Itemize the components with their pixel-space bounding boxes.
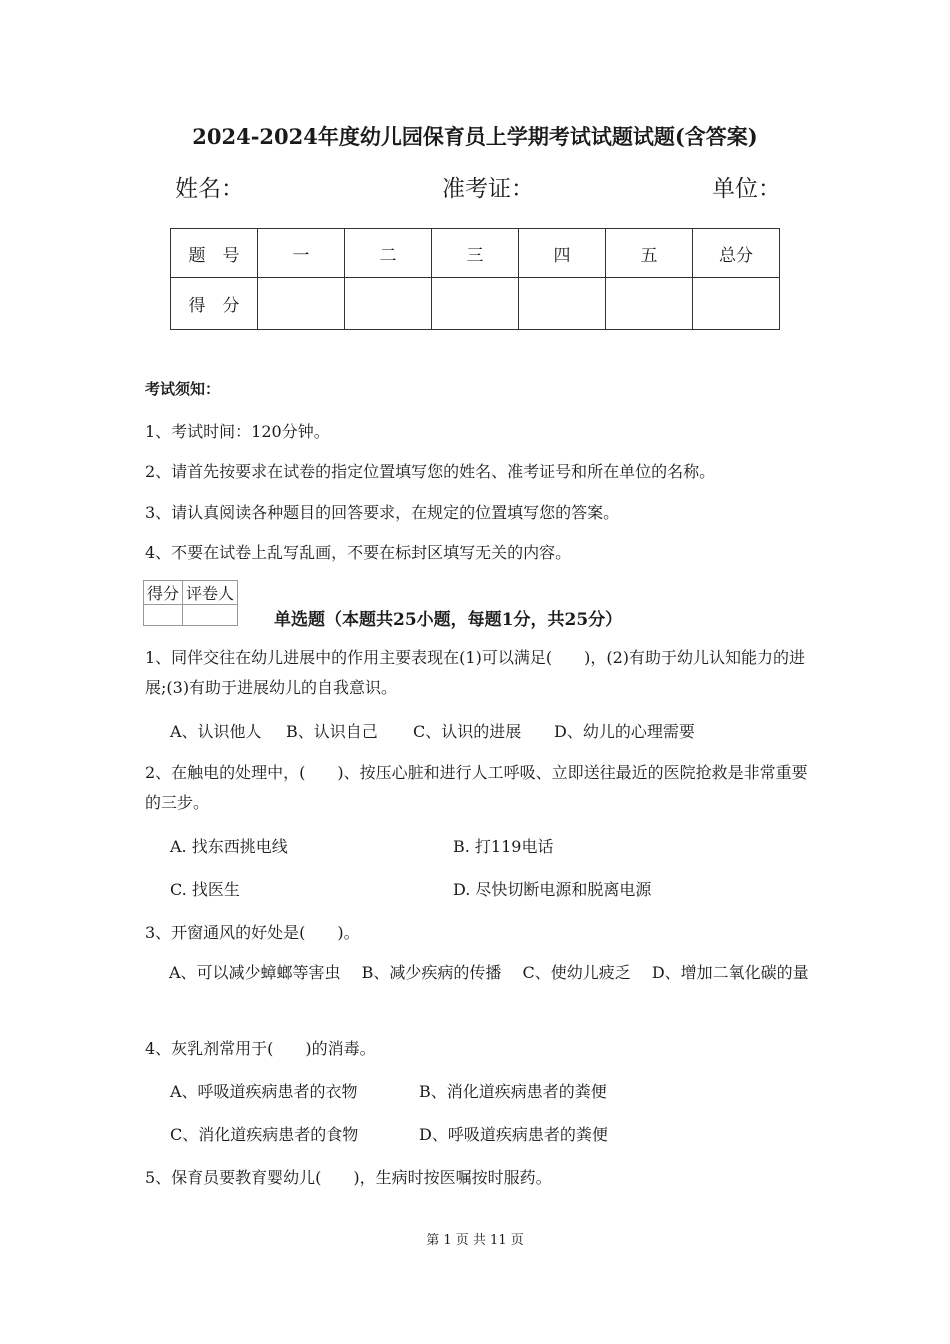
q3-options: A、可以减少蟑螂等害虫 B、减少疾病的传播 C、使幼儿疲乏 D、增加二氧化碳的量 (169, 963, 809, 982)
question-2: 2、在触电的处理中，( )、按压心脏和进行人工呼吸、立即送往最近的医院抢救是非常重要的三步。 (145, 763, 808, 812)
grader-box (143, 580, 238, 626)
question-4: 4、灰乳剂常用于( )的消毒。 (145, 1039, 376, 1058)
q2-option-d: D. 尽快切断电源和脱离电源 (453, 880, 652, 899)
score-cell (606, 278, 693, 330)
note-item: 4、不要在试卷上乱写乱画，不要在标封区填写无关的内容。 (145, 543, 572, 562)
score-cell (258, 278, 345, 330)
q4-option-c: C、消化道疾病患者的食物 (170, 1125, 359, 1144)
score-cell (519, 278, 606, 330)
q4-option-a: A、呼吸道疾病患者的衣物 (170, 1082, 358, 1101)
note-item: 2、请首先按要求在试卷的指定位置填写您的姓名、准考证号和所在单位的名称。 (145, 462, 716, 481)
score-header-1: 一 (258, 229, 345, 278)
score-header-2: 二 (345, 229, 432, 278)
score-header-total: 总分 (693, 229, 780, 278)
q2-option-b: B. 打119电话 (453, 837, 554, 856)
score-cell (432, 278, 519, 330)
note-item: 3、请认真阅读各种题目的回答要求，在规定的位置填写您的答案。 (145, 503, 620, 522)
question-3: 3、开窗通风的好处是( )。 (145, 923, 360, 942)
score-table (170, 228, 780, 330)
q1-option-d: D、幼儿的心理需要 (554, 722, 695, 741)
notes-heading: 考试须知： (145, 380, 221, 398)
note-item: 1、考试时间：120分钟。 (145, 422, 330, 441)
q2-option-a: A. 找东西挑电线 (170, 837, 288, 856)
score-header-5: 五 (606, 229, 693, 278)
score-cell (693, 278, 780, 330)
q1-option-a: A、认识他人 (170, 722, 262, 741)
q4-option-b: B、消化道疾病患者的粪便 (419, 1082, 607, 1101)
grader-cell (144, 605, 183, 626)
unit-label: 单位： (712, 176, 781, 202)
name-label: 姓名： (175, 176, 244, 202)
section-heading: 单选题（本题共25小题，每题1分，共25分） (274, 610, 623, 630)
q1-option-c: C、认识的进展 (413, 722, 522, 741)
page-footer: 第 1 页 共 11 页 (426, 1233, 524, 1248)
score-header-3: 三 (432, 229, 519, 278)
grader-name-label: 评卷人 (183, 581, 238, 605)
q1-option-b: B、认识自己 (286, 722, 378, 741)
question-5: 5、保育员要教育婴幼儿( )，生病时按医嘱按时服药。 (145, 1168, 552, 1187)
score-header-label: 题 号 (171, 229, 258, 278)
exam-number-label: 准考证： (442, 176, 534, 202)
score-row-label: 得 分 (171, 278, 258, 330)
grader-score-label: 得分 (144, 581, 183, 605)
grader-cell (183, 605, 238, 626)
question-1: 1、同伴交往在幼儿进展中的作用主要表现在(1)可以满足( )，(2)有助于幼儿认知能力的进展;(3)有助于进展幼儿的自我意识。 (145, 648, 805, 697)
page-title: 2024-2024年度幼儿园保育员上学期考试试题试题(含答案) (192, 124, 758, 149)
q2-option-c: C. 找医生 (170, 880, 240, 899)
score-header-4: 四 (519, 229, 606, 278)
q4-option-d: D、呼吸道疾病患者的粪便 (419, 1125, 608, 1144)
score-cell (345, 278, 432, 330)
